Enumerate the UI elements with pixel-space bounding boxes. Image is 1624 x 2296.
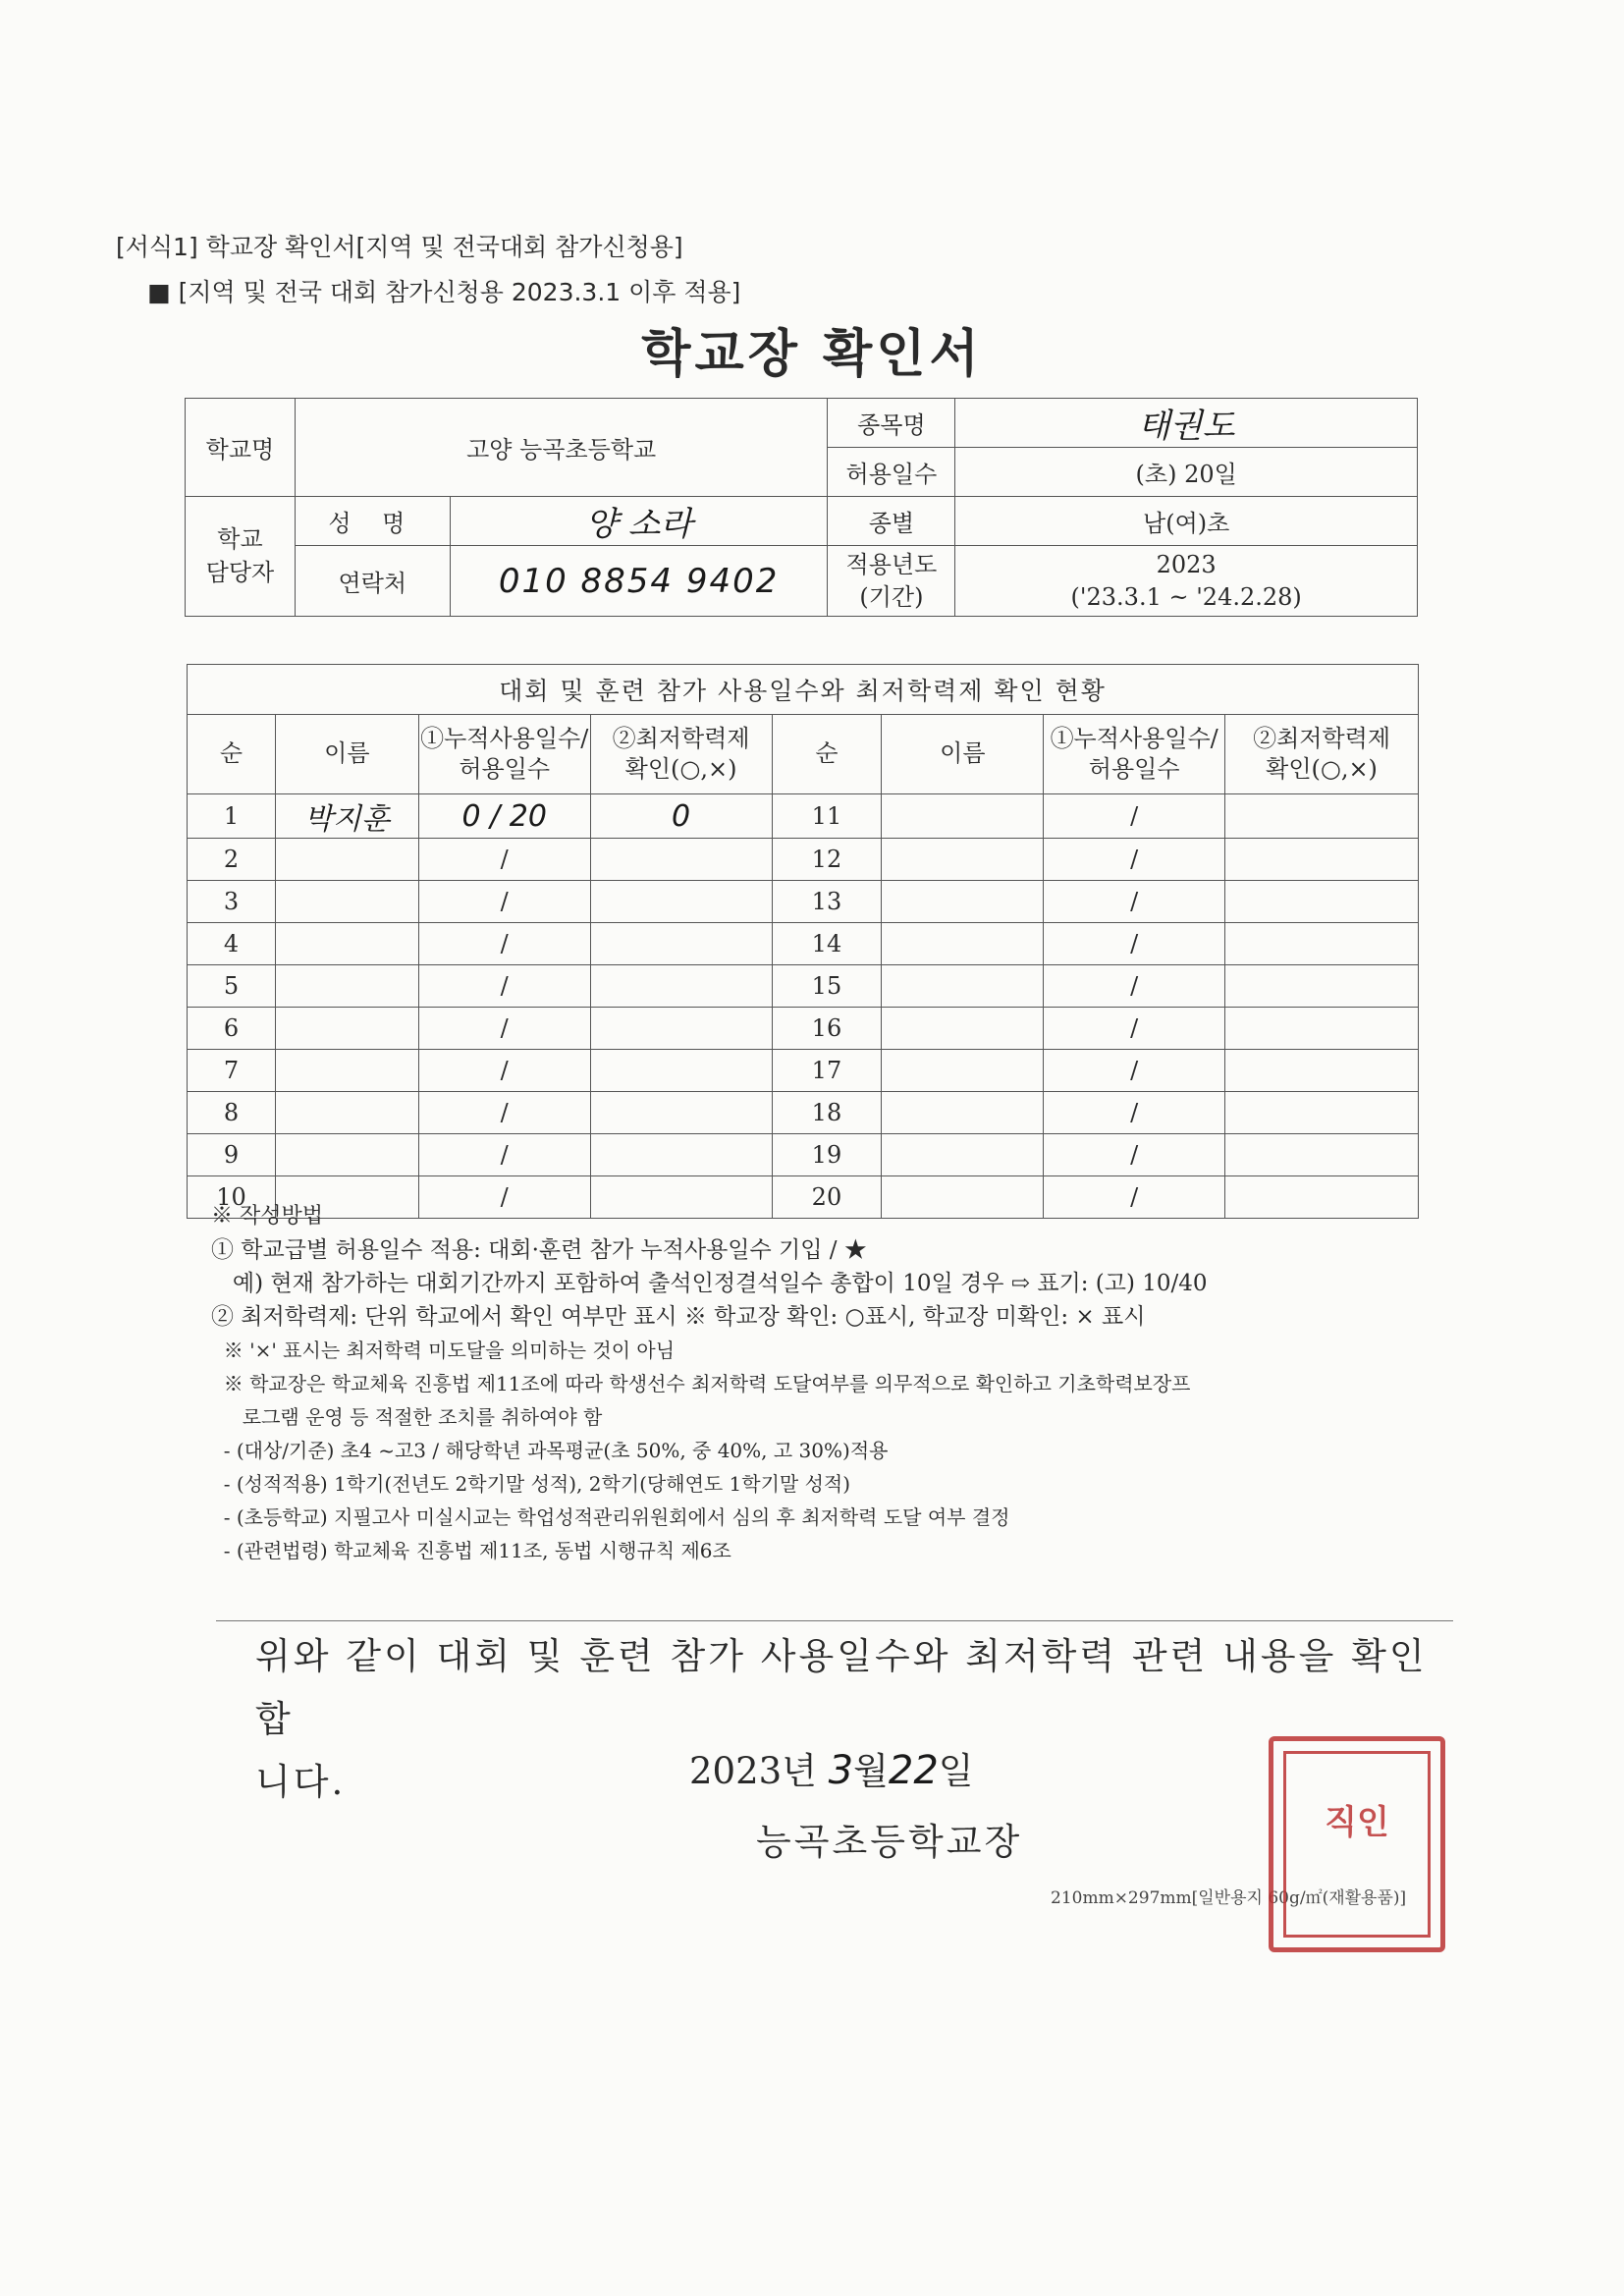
name-label: 성 명 — [295, 497, 450, 546]
cell-check — [1225, 794, 1419, 839]
table-row — [188, 794, 1419, 839]
cell-no: 4 — [188, 923, 276, 965]
official-seal-stamp — [1269, 1736, 1445, 1952]
instruction-line: - (관련법령) 학교체육 진흥법 제11조, 동법 시행규칙 제6조 — [211, 1539, 731, 1562]
cell-check — [590, 1008, 772, 1050]
confirmation-line-2: 니다. — [255, 1761, 347, 1803]
cell-no: 19 — [772, 1134, 882, 1176]
cell-no: 2 — [188, 839, 276, 881]
cell-no: 1 — [188, 794, 276, 839]
cell-no: 9 — [188, 1134, 276, 1176]
cell-check — [1225, 923, 1419, 965]
cell-name — [275, 923, 418, 965]
year-value: 2023 — [1156, 551, 1217, 579]
instruction-line: ※ 학교장은 학교체육 진흥법 제11조에 따라 학생선수 최저학력 도달여부를 의무적으로 확인하고 기초학력보장프 — [211, 1372, 1191, 1395]
cell-check — [590, 1050, 772, 1092]
table-row — [188, 1050, 1419, 1092]
cell-check — [1225, 1050, 1419, 1092]
cell-days: / — [418, 1008, 590, 1050]
table-caption: 대회 및 훈련 참가 사용일수와 최저학력제 확인 현황 — [188, 665, 1419, 715]
signing-date — [689, 1741, 974, 1794]
date-day: 22 — [888, 1748, 939, 1793]
instruction-line: 로그램 운영 등 적절한 조치를 취하여야 함 — [211, 1405, 603, 1429]
cell-days: / — [418, 923, 590, 965]
cell-days: / — [1044, 1134, 1225, 1176]
cell-name — [882, 794, 1044, 839]
school-name-value: 고양 능곡초등학교 — [295, 399, 828, 497]
header-days-right: ①누적사용일수/ 허용일수 — [1044, 715, 1225, 794]
cell-no: 12 — [772, 839, 882, 881]
cell-name: 박지훈 — [275, 794, 418, 839]
contact-name-value: 양 소라 — [450, 497, 828, 546]
cell-check — [590, 839, 772, 881]
date-month: 3 — [828, 1748, 854, 1793]
cell-check — [590, 1134, 772, 1176]
header-name-left: 이름 — [275, 715, 418, 794]
cell-name — [882, 839, 1044, 881]
date-day-unit: 일 — [938, 1750, 974, 1792]
cell-days: / — [1044, 881, 1225, 923]
cell-check — [590, 1092, 772, 1134]
instruction-line: 예) 현재 참가하는 대회기간까지 포함하여 출석인정결석일수 총합이 10일 경우 ⇨ 표기: (고) 10/40 — [211, 1271, 1208, 1296]
paper-size-note: 210mm×297mm[일반용지 60g/㎡(재활용품)] — [1051, 1888, 1407, 1908]
table-row — [188, 1008, 1419, 1050]
cell-check — [590, 881, 772, 923]
document-title: 학교장 확인서 — [641, 325, 983, 384]
period-value: ('23.3.1 ~ '24.2.28) — [1070, 582, 1302, 611]
confirmation-line-1: 위와 같이 대회 및 훈련 참가 사용일수와 최저학력 관련 내용을 확인합 — [255, 1635, 1428, 1740]
cell-name — [882, 1092, 1044, 1134]
seal-text: 직인 — [1325, 1803, 1389, 1842]
cell-check — [1225, 881, 1419, 923]
table-row — [188, 1092, 1419, 1134]
cell-no: 15 — [772, 965, 882, 1008]
cell-name — [275, 1092, 418, 1134]
cell-no: 18 — [772, 1092, 882, 1134]
cell-no: 7 — [188, 1050, 276, 1092]
gender-value: 남(여)초 — [955, 497, 1418, 546]
cell-no: 3 — [188, 881, 276, 923]
cell-no: 11 — [772, 794, 882, 839]
instruction-line: - (대상/기준) 초4 ~고3 / 해당학년 과목평균(초 50%, 중 40%, 고 30%)적용 — [211, 1439, 889, 1462]
cell-check — [590, 923, 772, 965]
instruction-line: - (초등학교) 지필고사 미실시교는 학업성적관리위원회에서 심의 후 최저학력 도달 여부 결정 — [211, 1505, 1010, 1529]
instruction-line: ※ '×' 표시는 최저학력 미도달을 의미하는 것이 아님 — [211, 1339, 676, 1362]
cell-name — [882, 1008, 1044, 1050]
cell-days: / — [418, 965, 590, 1008]
cell-name — [275, 1008, 418, 1050]
cell-name — [882, 923, 1044, 965]
header-no-left: 순 — [188, 715, 276, 794]
year-label: 적용년도 (기간) — [828, 546, 955, 617]
cell-days: / — [1044, 1176, 1225, 1219]
header-check-right: ②최저학력제 확인(○,×) — [1225, 715, 1419, 794]
phone-value: 010 8854 9402 — [450, 546, 828, 617]
cell-name — [882, 965, 1044, 1008]
form-label: [서식1] 학교장 확인서[지역 및 전국대회 참가신청용] — [116, 233, 683, 261]
cell-days: 0 / 20 — [418, 794, 590, 839]
table-row — [188, 1134, 1419, 1176]
cell-name — [275, 881, 418, 923]
cell-days: / — [1044, 794, 1225, 839]
cell-check — [1225, 1008, 1419, 1050]
seal-inner-border — [1283, 1751, 1431, 1938]
cell-days: / — [1044, 965, 1225, 1008]
school-info-table — [185, 398, 1418, 617]
cell-no: 14 — [772, 923, 882, 965]
instruction-line: - (성적적용) 1학기(전년도 2학기말 성적), 2학기(당해연도 1학기말 성적) — [211, 1472, 851, 1496]
cell-days: / — [1044, 1008, 1225, 1050]
year-cell — [955, 546, 1418, 617]
cell-days: / — [418, 1176, 590, 1219]
cell-days: / — [418, 881, 590, 923]
event-value: 태권도 — [955, 399, 1418, 448]
table-row — [188, 965, 1419, 1008]
cell-name — [275, 1134, 418, 1176]
school-name-label: 학교명 — [186, 399, 296, 497]
divider — [216, 1620, 1453, 1621]
cell-no: 5 — [188, 965, 276, 1008]
cell-no: 16 — [772, 1008, 882, 1050]
cell-name — [275, 1050, 418, 1092]
cell-check — [590, 965, 772, 1008]
phone-label: 연락처 — [295, 546, 450, 617]
instructions — [211, 1200, 1458, 1567]
cell-days: / — [418, 1050, 590, 1092]
allowed-days-label: 허용일수 — [828, 448, 955, 497]
cell-check — [1225, 839, 1419, 881]
table-row — [188, 839, 1419, 881]
instruction-line: ② 최저학력제: 단위 학교에서 확인 여부만 표시 ※ 학교장 확인: ○표시, 학교장 미확인: × 표시 — [211, 1304, 1146, 1330]
cell-check — [1225, 965, 1419, 1008]
cell-name — [275, 839, 418, 881]
cell-days: / — [418, 1134, 590, 1176]
header-name-right: 이름 — [882, 715, 1044, 794]
cell-name — [882, 1134, 1044, 1176]
event-label: 종목명 — [828, 399, 955, 448]
instructions-heading: ※ 작성방법 — [211, 1204, 324, 1229]
gender-label: 종별 — [828, 497, 955, 546]
participation-table — [187, 664, 1419, 1219]
principal-name: 능곡초등학교장 — [756, 1821, 1023, 1863]
cell-days: / — [1044, 1050, 1225, 1092]
header-check-left: ②최저학력제 확인(○,×) — [590, 715, 772, 794]
header-no-right: 순 — [772, 715, 882, 794]
table-row — [188, 881, 1419, 923]
cell-days: / — [1044, 923, 1225, 965]
cell-name — [275, 965, 418, 1008]
date-year: 2023년 — [689, 1750, 817, 1792]
cell-days: / — [1044, 839, 1225, 881]
cell-name — [882, 881, 1044, 923]
instruction-line: ① 학교급별 허용일수 적용: 대회·훈련 참가 누적사용일수 기입 / ★ — [211, 1237, 867, 1263]
cell-no: 20 — [772, 1176, 882, 1219]
cell-days: / — [1044, 1092, 1225, 1134]
form-subtitle: ■ [지역 및 전국 대회 참가신청용 2023.3.1 이후 적용] — [147, 278, 741, 306]
cell-check — [1225, 1134, 1419, 1176]
cell-no: 6 — [188, 1008, 276, 1050]
cell-check — [1225, 1092, 1419, 1134]
cell-days: / — [418, 1092, 590, 1134]
cell-no: 8 — [188, 1092, 276, 1134]
cell-no: 17 — [772, 1050, 882, 1092]
cell-check: 0 — [590, 794, 772, 839]
table-row — [188, 923, 1419, 965]
date-month-unit: 월 — [853, 1750, 889, 1792]
cell-no: 13 — [772, 881, 882, 923]
header-days-left: ①누적사용일수/ 허용일수 — [418, 715, 590, 794]
cell-no: 10 — [188, 1176, 276, 1219]
cell-name — [882, 1050, 1044, 1092]
cell-days: / — [418, 839, 590, 881]
contact-label: 학교 담당자 — [186, 497, 296, 617]
allowed-days-value: (초) 20일 — [955, 448, 1418, 497]
